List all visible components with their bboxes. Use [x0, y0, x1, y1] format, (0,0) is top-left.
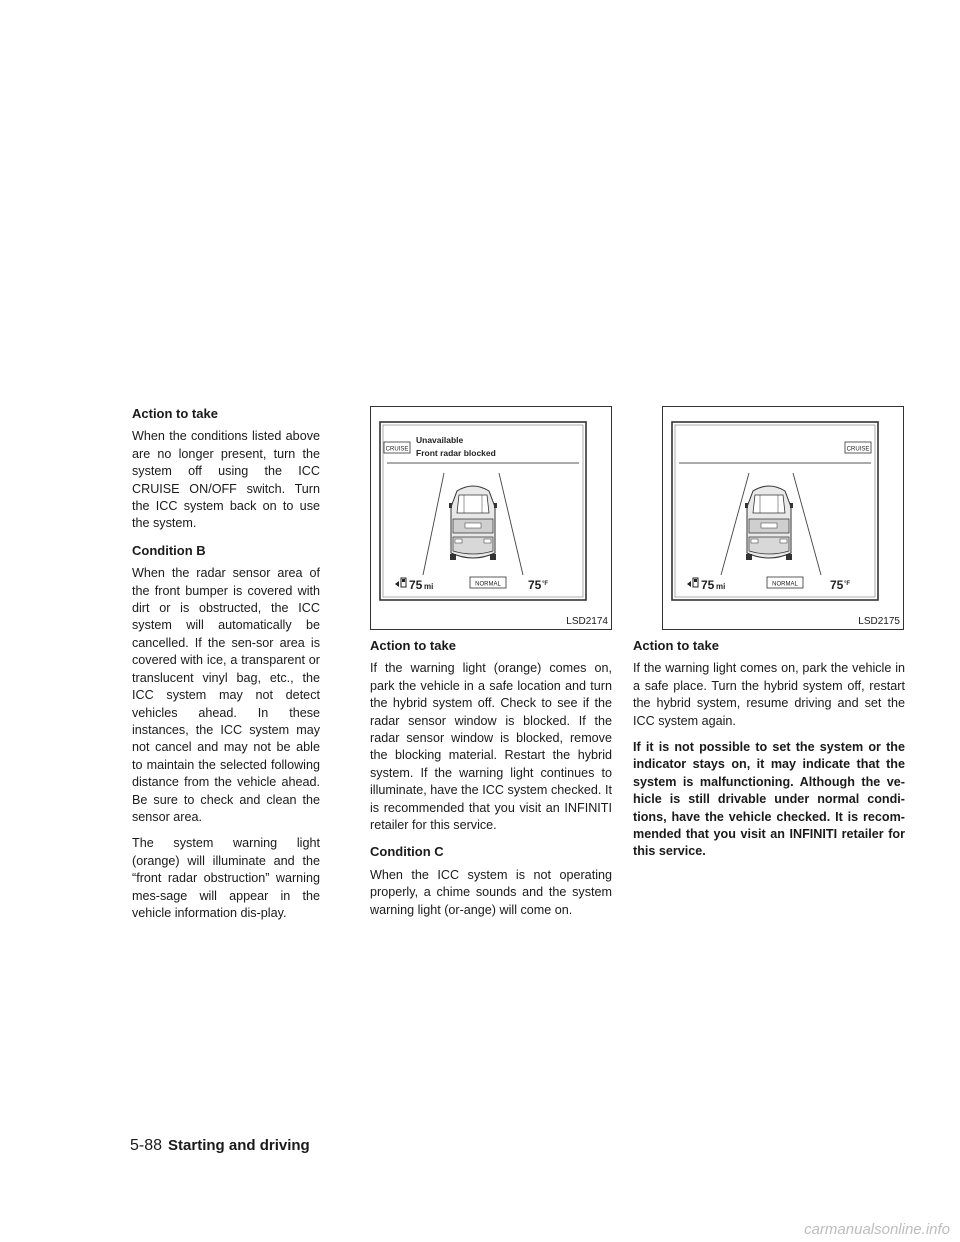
watermark: carmanualsonline.info [804, 1221, 950, 1238]
range-unit: mi [424, 582, 434, 591]
temperature-value: 75 [528, 578, 542, 592]
heading-action-to-take: Action to take [370, 638, 456, 653]
paragraph: If the warning light (orange) comes on, park the vehicle in a safe location and turn the hybrid system off. Check to see if the radar sensor window is blocked. If the radar sensor window is blocked, remove the blocking material. Restart the hybrid system. If the warning light continues to illuminate, have the ICC system checked. It is recommended that you visit an INFINITI retailer for this service. [370, 661, 612, 833]
heading-condition-b: Condition B [132, 542, 206, 558]
temperature-unit: °F [542, 581, 549, 587]
heading-condition-c: Condition C [370, 844, 444, 860]
display-message-unavailable: Unavailable [416, 435, 464, 445]
warning-paragraph: If it is not possible to set the system or the indicator stays on, it may indicate that the system is malfunctioning. Although the ve-hicle is still drivable under normal condi-tions, have the vehicle checked. It is recom-mended that you visit an INFINITI retailer for this service. [633, 740, 905, 859]
paragraph: The system warning light (orange) will illuminate and the “front radar obstruction” warning mes-sage will appear in the vehicle information dis-play. [132, 836, 320, 920]
cruise-badge-label: CRUISE [846, 446, 870, 453]
mode-badge-label: NORMAL [475, 581, 501, 588]
text-column-1 [132, 405, 320, 931]
figure-code: LSD2174 [566, 616, 608, 627]
page-footer [130, 1137, 310, 1155]
paragraph: When the ICC system is not operating properly, a chime sounds and the system warning light (or-ange) will come on. [370, 867, 612, 917]
cruise-badge-label: CRUISE [385, 446, 409, 453]
range-unit: mi [716, 582, 726, 591]
mode-badge-label: NORMAL [772, 581, 798, 588]
heading-action-to-take: Action to take [633, 638, 719, 653]
paragraph: When the conditions listed above are no longer present, turn the system off using the ICC CRUISE ON/OFF switch. Turn the ICC system back on to use the system. [132, 429, 320, 531]
heading-action-to-take: Action to take [132, 406, 218, 421]
temperature-value: 75 [830, 578, 844, 592]
figure-code: LSD2175 [858, 616, 900, 627]
text-column-3 [633, 637, 905, 870]
vehicle-info-display-illustration [663, 407, 903, 629]
car-icon [449, 486, 497, 560]
paragraph: If the warning light comes on, park the vehicle in a safe place. Turn the hybrid system off, restart the hybrid system, resume driving and set the ICC system again. [633, 661, 905, 728]
section-title: Starting and driving [168, 1137, 310, 1154]
figure-display-cruise [662, 406, 904, 630]
paragraph: When the radar sensor area of the front bumper is covered with dirt or is obstructed, the ICC system will automatically be cancelled. If the sen-sor area is covered with ice, a transparent or translucent vinyl bag, etc., the ICC system may not detect vehicles ahead. In these instances, the ICC system may not cancel and may not be able to maintain the selected following distance from the vehicle ahead. Be sure to check and clean the sensor area. [132, 566, 320, 824]
car-icon [745, 486, 793, 560]
range-value: 75 [701, 578, 715, 592]
figure-display-radar-blocked [370, 406, 612, 630]
temperature-unit: °F [844, 581, 851, 587]
display-message-radar-blocked: Front radar blocked [416, 448, 496, 458]
page-number: 5-88 [130, 1137, 163, 1154]
text-column-2 [370, 637, 612, 928]
range-value: 75 [409, 578, 423, 592]
vehicle-info-display-illustration [371, 407, 611, 629]
